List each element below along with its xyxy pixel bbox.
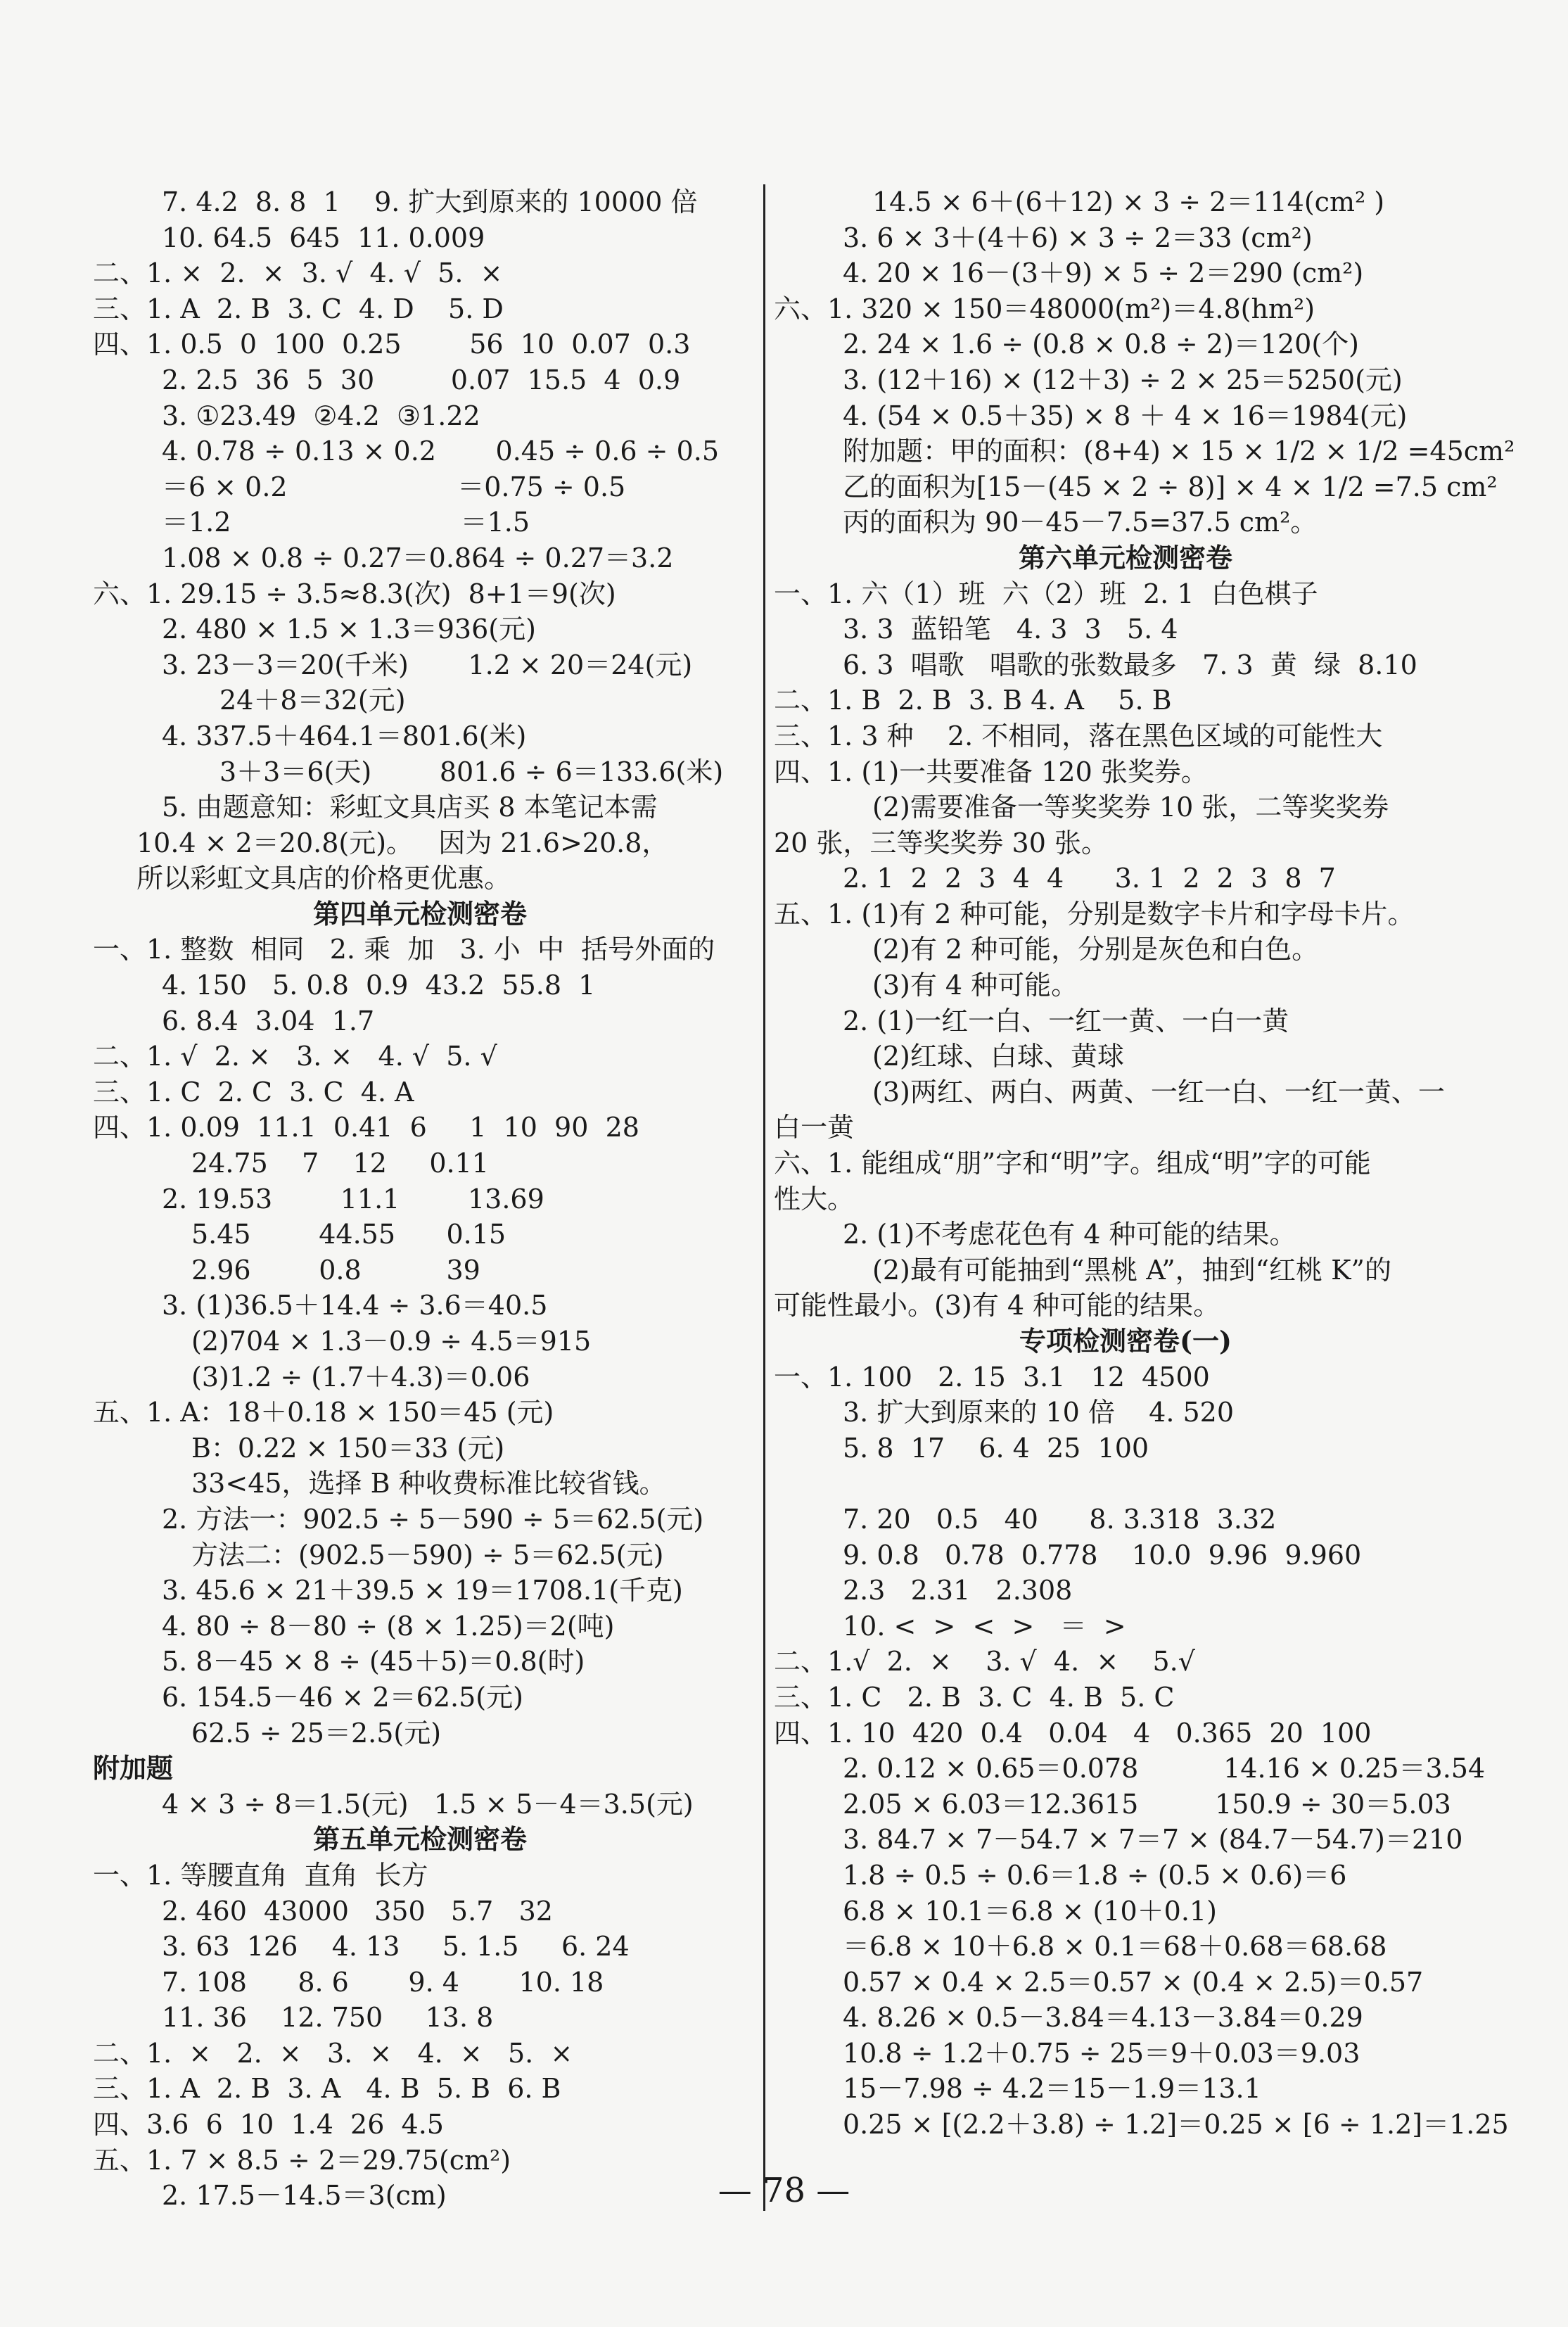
answer-line: 方法二：(902.5－590) ÷ 5＝62.5(元) [191, 1539, 664, 1571]
left-answer-column [93, 184, 747, 2214]
answer-line: 二、1. × 2. × 3. √ 4. √ 5. × [93, 258, 503, 289]
answer-line: 4. 8.26 × 0.5－3.84＝4.13－3.84＝0.29 [843, 2002, 1363, 2034]
answer-line: 4 × 3 ÷ 8＝1.5(元) 1.5 × 5－4＝3.5(元) [162, 1788, 694, 1820]
answer-line [774, 1466, 1477, 1502]
answer-line: 一、1. 100 2. 15 3.1 12 4500 [774, 1361, 1210, 1393]
answer-line: 六、1. 能组成“朋”字和“明”字。组成“明”字的可能 [774, 1148, 1371, 1179]
column-divider [763, 184, 765, 2211]
answer-line: 四、1. 0.09 11.1 0.41 6 1 10 90 28 [93, 1112, 639, 1143]
answer-line: 三、1. A 2. B 3. A 4. B 5. B 6. B [93, 2073, 561, 2105]
answer-line: 24＋8＝32(元) [219, 685, 406, 716]
answer-line: B：0.22 × 150＝33 (元) [191, 1432, 505, 1464]
answer-line: (2)红球、白球、黄球 [872, 1041, 1124, 1072]
answer-line: 7. 4.2 8. 8 1 9. 扩大到原来的 10000 倍 [162, 186, 698, 217]
answer-line: 五、1. (1)有 2 种可能，分别是数字卡片和字母卡片。 [774, 898, 1415, 930]
answer-line: 3. 84.7 × 7－54.7 × 7＝7 × (84.7－54.7)＝210 [843, 1824, 1463, 1856]
answer-line: 0.25 × [(2.2＋3.8) ÷ 1.2]＝0.25 × [6 ÷ 1.2]＝1.25 [843, 2109, 1509, 2141]
section-heading: 第六单元检测密卷 [1018, 541, 1232, 573]
answer-line: 6. 154.5－46 × 2＝62.5(元) [162, 1681, 523, 1713]
answer-line: 二、1.√ 2. × 3. √ 4. × 5.√ [774, 1646, 1195, 1678]
answer-line: 3. ①23.49 ②4.2 ③1.22 [162, 400, 480, 431]
answer-line: (3)有 4 种可能。 [872, 970, 1078, 1001]
answer-line: (3)1.2 ÷ (1.7＋4.3)＝0.06 [191, 1361, 530, 1393]
answer-line: 7. 20 0.5 40 8. 3.318 3.32 [843, 1503, 1277, 1535]
answer-line: 62.5 ÷ 25＝2.5(元) [191, 1717, 442, 1749]
section-heading: 第四单元检测密卷 [312, 897, 527, 930]
answer-line: 四、3.6 6 10 1.4 26 4.5 [93, 2109, 444, 2141]
answer-line: 5. 8－45 × 8 ÷ (45＋5)＝0.8(时) [162, 1646, 585, 1678]
answer-line: 丙的面积为 90－45－7.5=37.5 cm²。 [843, 507, 1318, 538]
answer-line: 6. 8.4 3.04 1.7 [162, 1005, 375, 1036]
answer-line: ＝6 × 0.2 ＝0.75 ÷ 0.5 [162, 471, 626, 502]
answer-line: ＝6.8 × 10＋6.8 × 0.1＝68＋0.68＝68.68 [843, 1931, 1387, 1963]
answer-line: 2. (1)不考虑花色有 4 种可能的结果。 [843, 1219, 1296, 1250]
answer-line: 10.4 × 2＝20.8(元)。 因为 21.6>20.8， [136, 827, 669, 858]
answer-line: 附加题 [93, 1752, 174, 1784]
answer-line: 2. 460 43000 350 5.7 32 [162, 1895, 553, 1927]
answer-line: 三、1. C 2. C 3. C 4. A [93, 1076, 414, 1108]
answer-line: 2. 方法一：902.5 ÷ 5－590 ÷ 5＝62.5(元) [162, 1503, 704, 1535]
answer-line: 6.8 × 10.1＝6.8 × (10＋0.1) [843, 1895, 1217, 1927]
answer-line: (2)最有可能抽到“黑桃 A”，抽到“红桃 K”的 [872, 1254, 1391, 1286]
answer-line: 0.57 × 0.4 × 2.5＝0.57 × (0.4 × 2.5)＝0.57 [843, 1966, 1424, 1998]
answer-line: 2. 1 2 2 3 4 4 3. 1 2 2 3 8 7 [843, 863, 1336, 894]
answer-line: 11. 36 12. 750 13. 8 [162, 2002, 494, 2034]
answer-line: 四、1. 10 420 0.4 0.04 4 0.365 20 100 [774, 1717, 1372, 1749]
answer-line: 2. (1)一红一白、一红一黄、一白一黄 [843, 1005, 1289, 1036]
answer-line: 乙的面积为[15－(45 × 2 ÷ 8)] × 4 × 1/2 =7.5 cm² [843, 471, 1498, 502]
answer-line: 2. 0.12 × 0.65＝0.078 14.16 × 0.25＝3.54 [843, 1753, 1486, 1784]
answer-line: 4. 20 × 16－(3＋9) × 5 ÷ 2＝290 (cm²) [843, 258, 1364, 289]
answer-line: (3)两红、两白、两黄、一红一白、一红一黄、一 [872, 1076, 1445, 1108]
answer-line: 三、1. C 2. B 3. C 4. B 5. C [774, 1681, 1175, 1713]
answer-line: 3. 23－3＝20(千米) 1.2 × 20＝24(元) [162, 649, 693, 680]
answer-line: 2. 480 × 1.5 × 1.3＝936(元) [162, 614, 536, 645]
answer-line: 5.45 44.55 0.15 [191, 1219, 506, 1250]
answer-line: 四、1. 0.5 0 100 0.25 56 10 0.07 0.3 [93, 329, 691, 360]
page-number: — 78 — [718, 2171, 850, 2210]
answer-line: 四、1. (1)一共要准备 120 张奖券。 [774, 756, 1208, 787]
answer-line: 一、1. 等腰直角 直角 长方 [93, 1859, 428, 1891]
answer-line: 4. 0.78 ÷ 0.13 × 0.2 0.45 ÷ 0.6 ÷ 0.5 [162, 436, 720, 467]
answer-line: 2. 19.53 11.1 13.69 [162, 1183, 544, 1215]
answer-line: 二、1. × 2. × 3. × 4. × 5. × [93, 2037, 573, 2069]
answer-line: ＝1.2 ＝1.5 [162, 507, 530, 538]
answer-line: 2. 24 × 1.6 ÷ (0.8 × 0.8 ÷ 2)＝120(个) [843, 329, 1359, 360]
answer-line: 五、1. A：18＋0.18 × 150＝45 (元) [93, 1397, 554, 1428]
section-heading: 专项检测密卷(一) [1019, 1325, 1232, 1357]
answer-line: 三、1. A 2. B 3. C 4. D 5. D [93, 293, 504, 324]
answer-line: 15－7.98 ÷ 4.2＝15－1.9＝13.1 [843, 2073, 1261, 2105]
answer-line: 三、1. 3 种 2. 不相同，落在黑色区域的可能性大 [774, 720, 1383, 752]
answer-line: 3. 扩大到原来的 10 倍 4. 520 [843, 1397, 1235, 1428]
answer-line: 6. 3 唱歌 唱歌的张数最多 7. 3 黄 绿 8.10 [843, 649, 1417, 680]
answer-line: 5. 由题意知：彩虹文具店买 8 本笔记本需 [162, 792, 658, 823]
answer-line: 性大。 [774, 1183, 855, 1215]
answer-line: 24.75 7 12 0.11 [191, 1148, 489, 1179]
answer-line: 二、1. √ 2. × 3. × 4. √ 5. √ [93, 1041, 497, 1072]
answer-line: 2.3 2.31 2.308 [843, 1575, 1073, 1606]
answer-line: 2. 2.5 36 5 30 0.07 15.5 4 0.9 [162, 364, 681, 395]
answer-line: 3. (1)36.5＋14.4 ÷ 3.6＝40.5 [162, 1290, 548, 1321]
answer-line: 1.8 ÷ 0.5 ÷ 0.6＝1.8 ÷ (0.5 × 0.6)＝6 [843, 1859, 1347, 1891]
answer-line: 33<45，选择 B 种收费标准比较省钱。 [191, 1468, 666, 1499]
answer-line: (2)704 × 1.3－0.9 ÷ 4.5＝915 [191, 1326, 592, 1357]
answer-line: 9. 0.8 0.78 0.778 10.0 9.96 9.960 [843, 1539, 1362, 1571]
answer-line: 白一黄 [774, 1112, 855, 1143]
answer-line: 4. 150 5. 0.8 0.9 43.2 55.8 1 [162, 970, 596, 1001]
answer-line: 3＋3＝6(天) 801.6 ÷ 6＝133.6(米) [219, 756, 724, 787]
answer-line: 3. 63 126 4. 13 5. 1.5 6. 24 [162, 1931, 630, 1963]
answer-line: 10. < > < > ＝ > [843, 1610, 1126, 1642]
answer-line: (2)需要准备一等奖奖券 10 张，二等奖奖券 [872, 792, 1389, 823]
answer-line: 3. 6 × 3＋(4＋6) × 3 ÷ 2＝33 (cm²) [843, 222, 1313, 253]
answer-line: 一、1. 六（1）班 六（2）班 2. 1 白色棋子 [774, 578, 1318, 609]
answer-line: 二、1. B 2. B 3. B 4. A 5. B [774, 685, 1172, 716]
answer-line: 附加题：甲的面积：(8+4) × 15 × 1/2 × 1/2 =45cm² [843, 436, 1515, 467]
answer-line: 3. 3 蓝铅笔 4. 3 3 5. 4 [843, 614, 1178, 645]
answer-line: 5. 8 17 6. 4 25 100 [843, 1432, 1149, 1464]
answer-line: (2)有 2 种可能，分别是灰色和白色。 [872, 934, 1319, 965]
answer-line: 2. 17.5－14.5＝3(cm) [162, 2180, 447, 2212]
answer-line: 20 张，三等奖奖券 30 张。 [774, 827, 1108, 858]
answer-line: 3. 45.6 × 21＋39.5 × 19＝1708.1(千克) [162, 1575, 683, 1606]
answer-line: 4. 337.5＋464.1＝801.6(米) [162, 720, 527, 752]
answer-line: 所以彩虹文具店的价格更优惠。 [136, 863, 511, 894]
answer-line: 六、1. 320 × 150＝48000(m²)＝4.8(hm²) [774, 293, 1315, 324]
section-heading: 第五单元检测密卷 [312, 1823, 527, 1856]
answer-line: 10. 64.5 645 11. 0.009 [162, 222, 485, 253]
answer-line: 可能性最小。(3)有 4 种可能的结果。 [774, 1290, 1220, 1321]
answer-line: 3. (12＋16) × (12＋3) ÷ 2 × 25＝5250(元) [843, 364, 1403, 395]
answer-line: 4. 80 ÷ 8－80 ÷ (8 × 1.25)＝2(吨) [162, 1610, 615, 1642]
answer-line: 2.05 × 6.03＝12.3615 150.9 ÷ 30＝5.03 [843, 1788, 1451, 1820]
answer-line: 1.08 × 0.8 ÷ 0.27＝0.864 ÷ 0.27＝3.2 [162, 542, 674, 573]
answer-line: 六、1. 29.15 ÷ 3.5≈8.3(次) 8+1＝9(次) [93, 578, 616, 609]
answer-line: 7. 108 8. 6 9. 4 10. 18 [162, 1966, 604, 1998]
answer-line: 10.8 ÷ 1.2＋0.75 ÷ 25＝9＋0.03＝9.03 [843, 2037, 1360, 2069]
answer-line: 一、1. 整数 相同 2. 乘 加 3. 小 中 括号外面的 [93, 934, 715, 965]
right-answer-column [774, 184, 1515, 2143]
answer-line: 14.5 × 6＋(6＋12) × 3 ÷ 2＝114(cm² ) [872, 186, 1385, 217]
answer-line: 4. (54 × 0.5＋35) × 8 ＋ 4 × 16＝1984(元) [843, 400, 1408, 431]
answer-line: 2.96 0.8 39 [191, 1254, 480, 1286]
answer-line: 五、1. 7 × 8.5 ÷ 2＝29.75(cm²) [93, 2144, 511, 2176]
